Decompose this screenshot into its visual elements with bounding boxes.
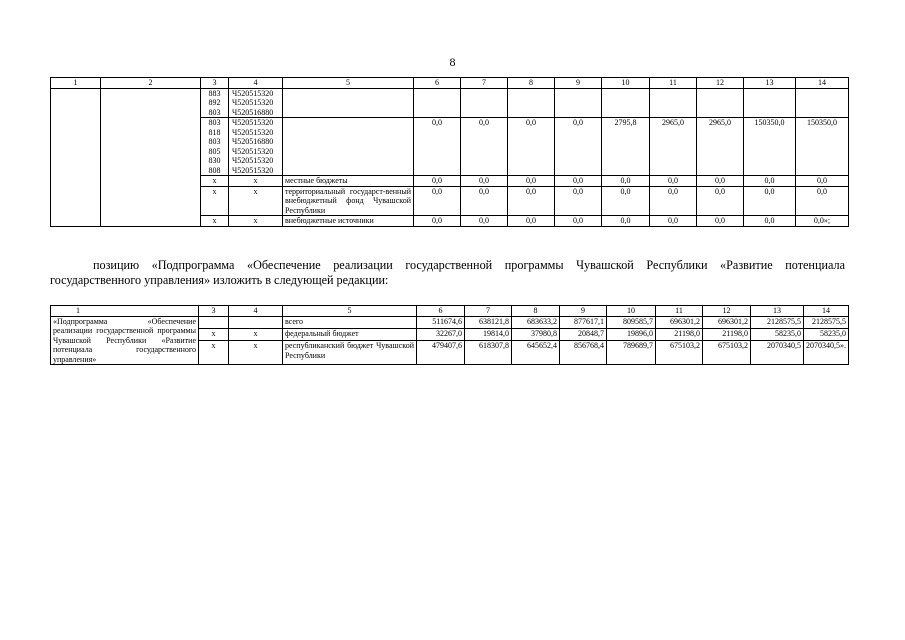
table-row xyxy=(51,186,849,216)
header-cell: 5 xyxy=(283,306,417,317)
value-cell: 0,0 xyxy=(461,118,508,176)
code-cell: x xyxy=(229,176,283,187)
table-cell xyxy=(51,176,101,187)
table-cell xyxy=(602,88,650,118)
value-cell: 19896,0 xyxy=(607,328,656,340)
value-cell: 0,0 xyxy=(744,176,796,187)
value-cell: 877617,1 xyxy=(560,316,607,328)
header-cell: 13 xyxy=(751,306,804,317)
header-cell: 2 xyxy=(101,78,201,89)
header-cell: 4 xyxy=(229,306,283,317)
header-cell: 7 xyxy=(465,306,512,317)
table-cell xyxy=(101,176,201,187)
header-cell: 12 xyxy=(697,78,744,89)
value-cell: 0,0 xyxy=(602,186,650,216)
code-cell: x xyxy=(201,176,229,187)
value-cell: 0,0 xyxy=(414,216,461,227)
value-cell: 2965,0 xyxy=(697,118,744,176)
source-cell: местные бюджеты xyxy=(283,176,414,187)
source-cell: внебюджетные источники xyxy=(283,216,414,227)
value-cell: 0,0 xyxy=(555,186,602,216)
table-cell xyxy=(101,216,201,227)
value-cell: 150350,0 xyxy=(796,118,849,176)
value-cell: 511674,6 xyxy=(417,316,465,328)
header-cell: 12 xyxy=(703,306,751,317)
value-cell: 479407,6 xyxy=(417,341,465,365)
code-cell: 883 892 803 xyxy=(201,88,229,118)
table-cell xyxy=(101,118,201,176)
value-cell: 0,0 xyxy=(461,176,508,187)
value-cell: 21198,0 xyxy=(703,328,751,340)
table-cell xyxy=(744,88,796,118)
value-cell: 0,0 xyxy=(697,186,744,216)
header-cell: 3 xyxy=(199,306,229,317)
value-cell: 150350,0 xyxy=(744,118,796,176)
table-cell xyxy=(51,118,101,176)
table-row xyxy=(51,118,849,176)
code-cell: 803 818 803 805 830 808 xyxy=(201,118,229,176)
code-cell: x xyxy=(229,328,283,340)
page-number: 8 xyxy=(449,55,456,69)
value-cell: 0,0 xyxy=(744,216,796,227)
table-cell xyxy=(51,186,101,216)
value-cell: 0,0 xyxy=(508,186,555,216)
header-cell: 9 xyxy=(560,306,607,317)
subprogram-funding-table xyxy=(50,305,849,365)
header-cell: 11 xyxy=(650,78,697,89)
value-cell: 618307,8 xyxy=(465,341,512,365)
header-cell: 4 xyxy=(229,78,283,89)
header-cell: 11 xyxy=(656,306,703,317)
table-cell xyxy=(555,88,602,118)
header-cell: 10 xyxy=(607,306,656,317)
table-cell xyxy=(51,88,101,118)
table-cell xyxy=(101,186,201,216)
value-cell: 2128575,5 xyxy=(751,316,804,328)
value-cell: 2070340,5 xyxy=(751,341,804,365)
code-cell: Ч520515320 Ч520515320 Ч520516880 xyxy=(229,88,283,118)
funding-table-continuation xyxy=(50,77,849,227)
table-row xyxy=(51,316,849,328)
value-cell: 0,0 xyxy=(414,118,461,176)
value-cell: 58235,0 xyxy=(751,328,804,340)
source-cell: республиканский бюджет Чувашской Республики xyxy=(283,341,417,365)
table-cell xyxy=(51,216,101,227)
table-cell xyxy=(283,88,414,118)
code-cell: x xyxy=(229,186,283,216)
code-cell: x xyxy=(229,341,283,365)
value-cell: 0,0»; xyxy=(796,216,849,227)
header-cell: 7 xyxy=(461,78,508,89)
table-cell xyxy=(101,88,201,118)
value-cell: 20848,7 xyxy=(560,328,607,340)
value-cell: 0,0 xyxy=(461,186,508,216)
value-cell: 2128575,5 xyxy=(804,316,849,328)
value-cell: 32267,0 xyxy=(417,328,465,340)
source-cell: территориальный государст-венный внебюджетный фонд Чувашской Республики xyxy=(283,186,414,216)
value-cell: 0,0 xyxy=(744,186,796,216)
value-cell: 0,0 xyxy=(602,176,650,187)
value-cell: 0,0 xyxy=(697,176,744,187)
header-cell: 8 xyxy=(512,306,560,317)
value-cell: 0,0 xyxy=(414,186,461,216)
value-cell: 0,0 xyxy=(602,216,650,227)
code-cell: x xyxy=(229,216,283,227)
table-cell xyxy=(508,88,555,118)
header-cell: 5 xyxy=(283,78,414,89)
header-cell: 10 xyxy=(602,78,650,89)
value-cell: 0,0 xyxy=(461,216,508,227)
table-cell xyxy=(283,118,414,176)
header-cell: 6 xyxy=(414,78,461,89)
value-cell: 696301,2 xyxy=(703,316,751,328)
value-cell: 0,0 xyxy=(650,216,697,227)
table-cell xyxy=(650,88,697,118)
value-cell: 2070340,5». xyxy=(804,341,849,365)
value-cell: 789689,7 xyxy=(607,341,656,365)
value-cell: 2965,0 xyxy=(650,118,697,176)
value-cell: 809585,7 xyxy=(607,316,656,328)
value-cell: 696301,2 xyxy=(656,316,703,328)
value-cell: 37980,8 xyxy=(512,328,560,340)
value-cell: 0,0 xyxy=(508,176,555,187)
header-cell: 8 xyxy=(508,78,555,89)
code-cell: Ч520515320 Ч520515320 Ч520516880 Ч520515320 Ч520515320 Ч520515320 xyxy=(229,118,283,176)
table-header-row xyxy=(51,306,849,317)
table-row xyxy=(51,88,849,118)
table-cell xyxy=(461,88,508,118)
value-cell: 0,0 xyxy=(697,216,744,227)
value-cell: 0,0 xyxy=(796,186,849,216)
table-header-row xyxy=(51,78,849,89)
code-cell xyxy=(229,316,283,328)
value-cell: 19814,0 xyxy=(465,328,512,340)
value-cell: 0,0 xyxy=(650,186,697,216)
subprogram-name-cell: «Подпрограмма «Обеспечение реализации государственной программы Чувашской Республики «Развитие потенциала государственного управления» xyxy=(51,316,199,365)
value-cell: 856768,4 xyxy=(560,341,607,365)
value-cell: 0,0 xyxy=(414,176,461,187)
value-cell: 638121,8 xyxy=(465,316,512,328)
header-cell: 3 xyxy=(201,78,229,89)
value-cell: 675103,2 xyxy=(656,341,703,365)
table-cell xyxy=(697,88,744,118)
value-cell: 0,0 xyxy=(650,176,697,187)
header-cell: 1 xyxy=(51,78,101,89)
code-cell: x xyxy=(199,341,229,365)
value-cell: 675103,2 xyxy=(703,341,751,365)
value-cell: 0,0 xyxy=(508,118,555,176)
source-cell: всего xyxy=(283,316,417,328)
code-cell: x xyxy=(201,216,229,227)
table-row xyxy=(51,176,849,187)
header-cell: 6 xyxy=(417,306,465,317)
header-cell: 14 xyxy=(796,78,849,89)
table-row xyxy=(51,216,849,227)
value-cell: 21198,0 xyxy=(656,328,703,340)
value-cell: 0,0 xyxy=(555,176,602,187)
header-cell: 14 xyxy=(804,306,849,317)
value-cell: 0,0 xyxy=(508,216,555,227)
code-cell xyxy=(199,316,229,328)
value-cell: 683633,2 xyxy=(512,316,560,328)
value-cell: 645652,4 xyxy=(512,341,560,365)
header-cell: 9 xyxy=(555,78,602,89)
value-cell: 2795,8 xyxy=(602,118,650,176)
code-cell: x xyxy=(199,328,229,340)
source-cell: федеральный бюджет xyxy=(283,328,417,340)
code-cell: x xyxy=(201,186,229,216)
table-cell xyxy=(796,88,849,118)
value-cell: 58235,0 xyxy=(804,328,849,340)
value-cell: 0,0 xyxy=(555,118,602,176)
amendment-paragraph: позицию «Подпрограмма «Обеспечение реализации государственной программы Чувашской Республики «Развитие потенциала государственного управления» изложить в следующей редакции: xyxy=(50,258,845,287)
value-cell: 0,0 xyxy=(555,216,602,227)
header-cell: 13 xyxy=(744,78,796,89)
header-cell: 1 xyxy=(51,306,199,317)
table-cell xyxy=(414,88,461,118)
value-cell: 0,0 xyxy=(796,176,849,187)
